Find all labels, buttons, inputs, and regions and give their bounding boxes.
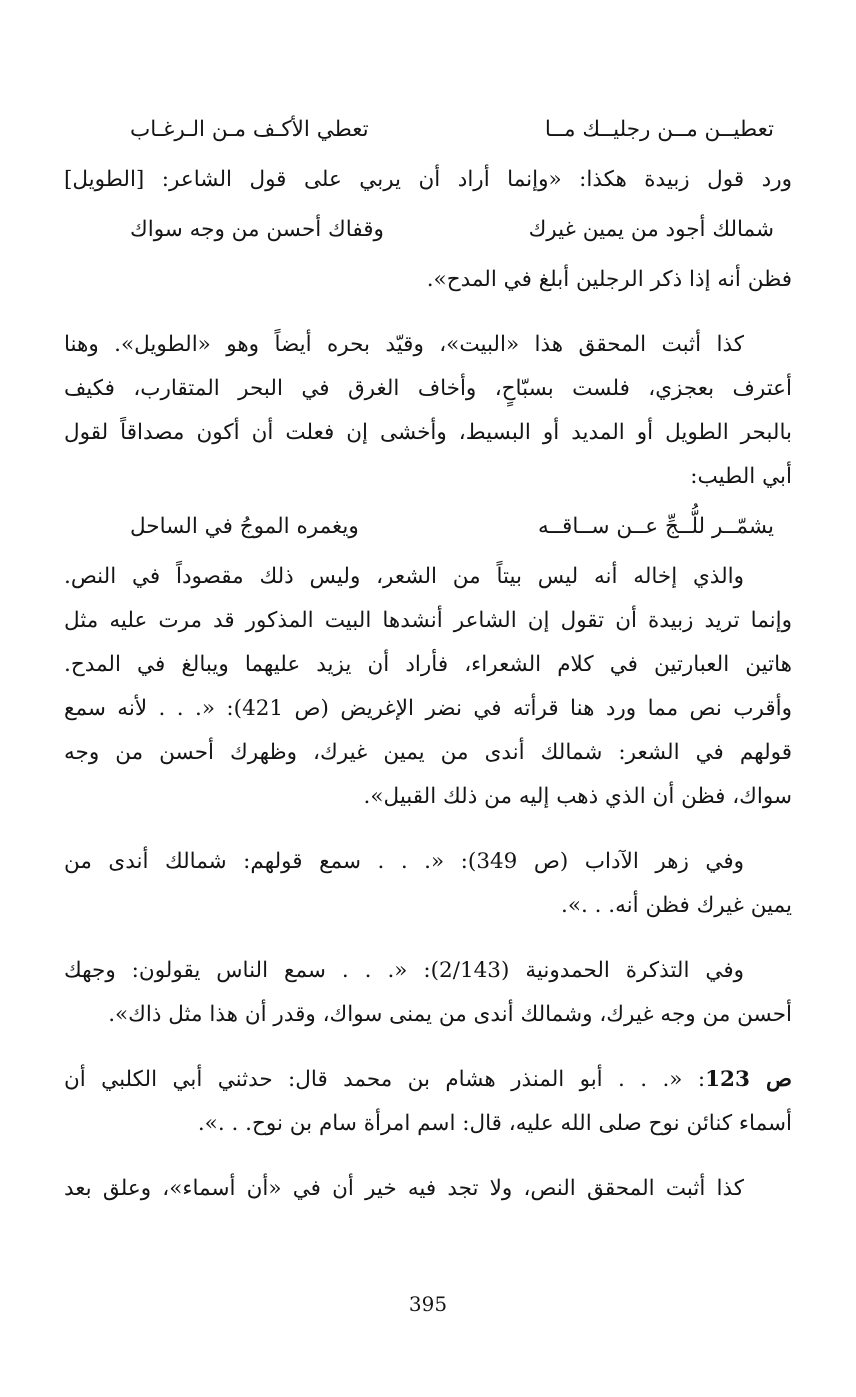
text-line: فظن أنه إذا ذكر الرجلين أبلغ في المدح». <box>426 267 792 292</box>
verse-1-second-hemistich: تعطي الأكـف مـن الـرغـاب <box>130 117 369 142</box>
verse-3 <box>64 499 792 555</box>
text-line: قولهم في الشعر: شمالك أندى من يمين غيرك، وظهرك أحسن من وجه <box>64 740 792 765</box>
text-line: أبي الطيب: <box>690 464 792 489</box>
text-line: سواك، فظن أن الذي ذهب إليه من ذلك القبيل». <box>363 784 792 809</box>
paragraph-first-line: والذي إخاله أنه ليس بيتاً من الشعر، وليس ذلك مقصوداً في النص. <box>64 564 744 589</box>
paragraph-first-line: كذا أثبت المحقق النص، ولا تجد فيه خير أن في «أن أسماء»، وعلق بعد <box>64 1176 744 1201</box>
verse-2-first-hemistich: شمالك أجود من يمين غيرك <box>528 217 774 242</box>
verse-2-second-hemistich: وقفاك أحسن من وجه سواك <box>130 217 384 242</box>
verse-3-first-hemistich: يشمّــر للُّــجِّ عــن ســاقــه <box>537 514 774 539</box>
paragraph-gap <box>64 302 792 323</box>
page-reference-label: ص 123 <box>705 1067 793 1092</box>
text-line: بالبحر الطويل أو المديد أو البسيط، وأخشى إن فعلت أن أكون مصداقاً لقول <box>64 420 792 445</box>
paragraph-first-line: وفي زهر الآداب (ص 349): «. . . سمع قولهم: شمالك أندى من <box>64 849 745 874</box>
paragraph-gap <box>64 928 792 949</box>
text-line: أحسن من وجه غيرك، وشمالك أندى من يمنى سواك، وقدر أن هذا مثل ذاك». <box>108 1002 792 1027</box>
text-line: أعترف بعجزي، فلست بسبّاحٍ، وأخاف الغرق في البحر المتقارب، فكيف <box>64 376 792 401</box>
paragraph-first-line <box>64 1058 792 1102</box>
paragraph-gap <box>64 1037 792 1058</box>
paragraph-first-line: كذا أثبت المحقق هذا «البيت»، وقيّد بحره أيضاً وهو «الطويل». وهنا <box>64 332 744 357</box>
verse-1 <box>64 102 792 158</box>
text-line: وأقرب نص مما ورد هنا قرأته في نضر الإغريض (ص 421): «. . . لأنه سمع <box>64 696 792 721</box>
text-line: أسماء كنائن نوح صلى الله عليه، قال: اسم امرأة سام بن نوح. . .». <box>197 1111 792 1136</box>
verse-1-first-hemistich: تعطيــن مــن رجليــك مــا <box>544 117 774 142</box>
verse-3-second-hemistich: ويغمره الموجُ في الساحل <box>130 514 359 539</box>
text-line: هاتين العبارتين في كلام الشعراء، فأراد أن يزيد عليهما ويبالغ في المدح. <box>64 652 792 677</box>
paragraph-gap <box>64 1146 792 1167</box>
text-line: يمين غيرك فظن أنه. . .». <box>560 893 792 918</box>
page-body <box>64 102 792 1211</box>
paragraph-gap <box>64 819 792 840</box>
page-reference-text: : «. . . أبو المنذر هشام بن محمد قال: حدثني أبي الكلبي أن <box>64 1067 706 1092</box>
page-number: 395 <box>408 1292 448 1316</box>
verse-2 <box>64 202 792 258</box>
text-line: ورد قول زبيدة هكذا: «وإنما أراد أن يربي على قول الشاعر: [الطويل] <box>64 167 792 192</box>
paragraph-first-line: وفي التذكرة الحمدونية (2/143): «. . . سمع الناس يقولون: وجهك <box>64 958 744 983</box>
text-line: وإنما تريد زبيدة أن تقول إن الشاعر أنشدها البيت المذكور قد مرت عليه مثل <box>64 608 792 633</box>
